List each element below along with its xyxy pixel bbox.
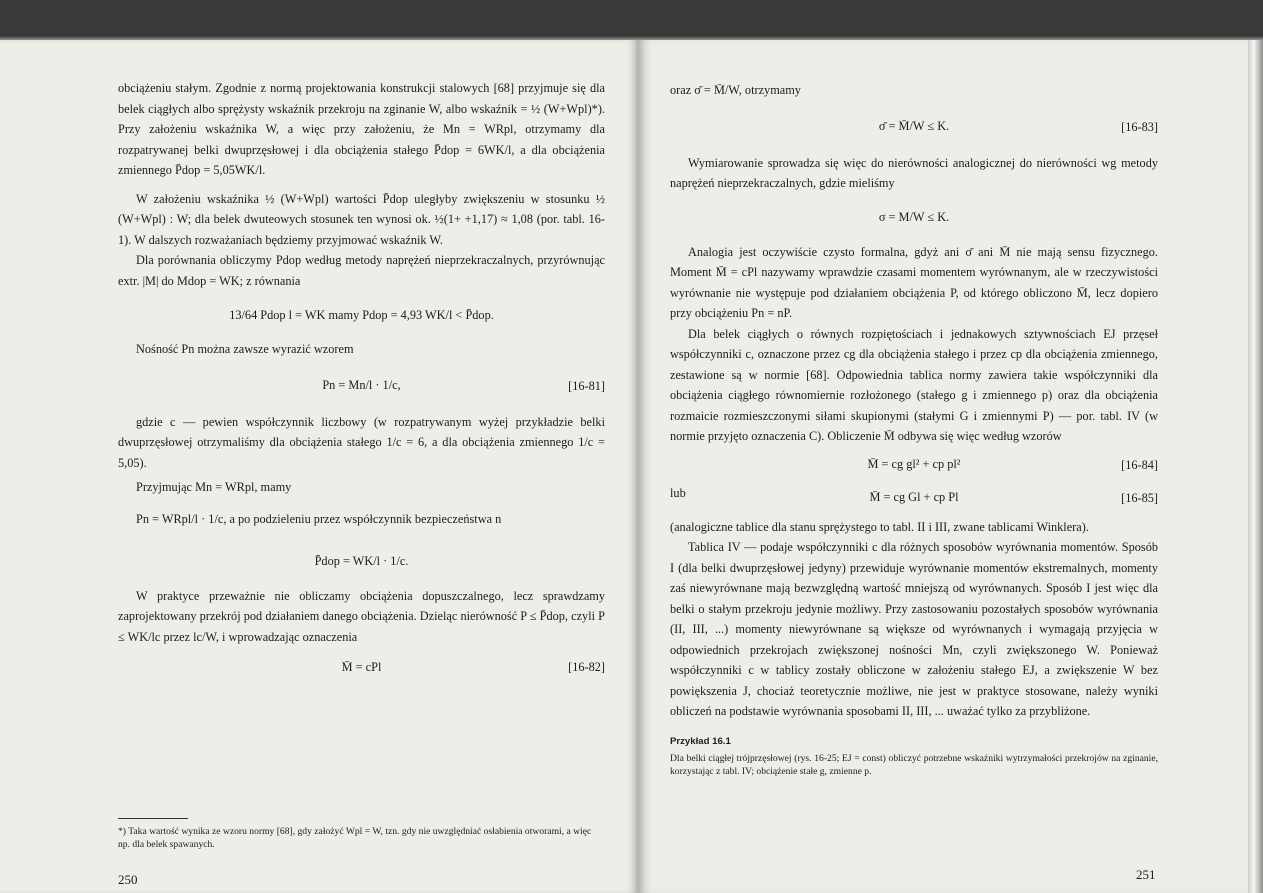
equation-pdop <box>118 542 605 582</box>
page-number-left: 250 <box>118 872 138 887</box>
left-paragraph-5: gdzie c — pewien współczynnik liczbowy (w rozpatrywanym wyżej przykładzie belki dwuprzęsłowej otrzymaliśmy dla obciążenia stałego 1/c = 6, a dla obciążenia zmiennego 1/c = 5,05). <box>118 414 605 470</box>
equation-16-85 <box>670 483 1158 513</box>
equation-16-81 <box>118 364 605 408</box>
equation-pdop-compare <box>118 295 605 335</box>
equation-text: P̄dop = WK/l · 1/c. <box>314 554 409 569</box>
equation-text: σ̄ = M̄/W ≤ K. <box>878 119 950 134</box>
left-page <box>0 40 638 893</box>
book-page-edge <box>1248 40 1263 893</box>
equation-sigma <box>670 198 1158 238</box>
equation-pn <box>118 502 605 538</box>
left-paragraph-2: W założeniu wskaźnika ½ (W+Wpl) wartości P̄dop uległyby zwiększeniu w stosunku ½ (W+Wpl) : W; dla belek dwuteowych stosunek ten wynosi ok. ½(1+ +1,17) ≈ 1,08 (por. tabl. 16-1). W dalszych rozważaniach będziemy przyjmować wskaźnik W. <box>118 191 605 247</box>
example-text: Dla belki ciągłej trójprzęsłowej (rys. 16-25; EJ = const) obliczyć potrzebne wskaźniki wytrzymałości przekrojów na zginanie, korzystając z tabl. IV; obciążenie stałe g, zmienne p. <box>670 753 1158 777</box>
right-paragraph-4: Dla belek ciągłych o równych rozpiętościach i jednakowych sztywnościach EJ przęseł współczynniki c, oznaczone przez cg dla obciążenia stałego i przez cp dla obciążenia zmiennego, zestawione są w normie [68]. Odpowiednia tablica normy zawiera takie współczynniki dla obciążenia ciągłego równomiernie rozłożonego (stałego g i zmiennego p) oraz dla obciążenia rozmaicie rozmieszczonymi siłami skupionymi (stałymi G i zmiennymi P) — por. tabl. IV (w normie przyjęto oznaczenia C). Obliczenie M̄ odbywa się więc według wzorów <box>670 326 1158 443</box>
left-paragraph-6: Przyjmując Mn = WRpl, mamy <box>136 480 292 494</box>
example-title: Przykład 16.1 <box>670 735 731 747</box>
equation-text: 13/64 Pdop l = WK mamy Pdop = 4,93 WK/l < P̄dop. <box>229 307 494 322</box>
lub-label: lub <box>670 485 686 500</box>
equation-number: [16-82] <box>568 659 605 674</box>
right-paragraph-2: Wymiarowanie sprowadza się więc do nierówności analogicznej do nierówności wg metody naprężeń nieprzekraczalnych, gdzie mieliśmy <box>670 155 1158 190</box>
footnote: *) Taka wartość wynika ze wzoru normy [68], gdy założyć Wpl = W, tzn. gdy nie uwzględniać osłabienia otworami, a więc np. dla belek spawanych. <box>118 826 592 850</box>
equation-text: M̄ = cg gl² + cp pl² <box>867 457 961 472</box>
equation-text: M̄ = cPl <box>341 659 382 674</box>
right-paragraph-1: oraz σ̄ = M̄/W, otrzymamy <box>670 83 801 97</box>
equation-16-83 <box>670 105 1158 149</box>
equation-16-82 <box>118 651 605 683</box>
left-paragraph-7: W praktyce przeważnie nie obliczamy obciążenia dopuszczalnego, lecz sprawdzamy zaprojektowany przekrój pod działaniem danego obciążenia. Dzieląc nierówność P ≤ P̄dop, czyli P ≤ WK/lc przez lc/W, i wprowadzając oznaczenia <box>118 588 605 644</box>
left-paragraph-1: obciążeniu stałym. Zgodnie z normą projektowania konstrukcji stalowych [68] przyjmuje się dla belek ciągłych albo sprężysty wskaźnik przekroju na zginanie W, albo wskaźnik = ½ (W+Wpl)*). Przy założeniu wskaźnika W, a więc przy założeniu, że Mn = WRpl, otrzymamy dla rozpatrywanej belki dwuprzęsłowej i dla obciążenia stałego P̄dop = 6WK/l, a dla obciążenia zmiennego P̄dop = 5,05WK/l. <box>118 81 605 177</box>
right-page <box>640 40 1248 893</box>
left-text-block <box>118 78 605 687</box>
equation-number: [16-81] <box>568 378 605 393</box>
right-paragraph-5: (analogiczne tablice dla stanu sprężystego to tabl. II i III, zwane tablicami Winklera). <box>670 519 1089 534</box>
equation-text: M̄ = cg Gl + cp Pl <box>869 490 959 505</box>
footnote-rule <box>118 818 188 819</box>
right-paragraph-3: Analogia jest oczywiście czysto formalna, gdyż ani σ̄ ani M̄ nie mają sensu fizycznego. Moment M̄ = cPl nazywamy wprawdzie czasami momentem wyrównanym, ale w rzeczywistości wyrównanie nie występuje pod działaniem obciążenia P, od którego obliczono M̄, lecz dopiero przy obciążeniu Pn = nP. <box>670 244 1158 320</box>
right-text-block <box>670 80 1158 778</box>
left-paragraph-3: Dla porównania obliczymy Pdop według metody naprężeń nieprzekraczalnych, przyrównując extr. |M| do Mdop = WK; z równania <box>118 253 605 288</box>
equation-number: [16-85] <box>1121 490 1158 505</box>
equation-number: [16-83] <box>1121 119 1158 134</box>
equation-text: Pn = Mn/l · 1/c, <box>322 378 401 393</box>
left-paragraph-4: Nośność Pn można zawsze wyrazić wzorem <box>136 342 354 356</box>
right-paragraph-6: Tablica IV — podaje współczynniki c dla różnych sposobów wyrównania momentów. Sposób I (dla belki dwuprzęsłowej jedyny) przewiduje wyrównanie momentów ekstremalnych, momenty zaś niewyrównane mają bezwzględną wartość mniejszą od wyrównanych. Sposób I jest więc dla belki o stałym przekroju jedynie możliwy. Przy zastosowaniu pozostałych sposobów wyrównania (II, III, ...) momenty niewyrównane są większe od wyrównanych i wymagają przyjęcia w odpowiednich przekrojach zwiększonej nośności Mn, czyli zwiększonego W. Ponieważ współczynniki c w tablicy zostały obliczone w założeniu stałego EJ, a zwiększenie W bez powiększenia J, chociaż teoretycznie możliwe, nie jest w praktyce stosowane, należy wyniki obliczeń na podstawie wyrównania sposobami II, III, ... uważać tylko za przybliżone. <box>670 540 1158 718</box>
page-number-right: 251 <box>1136 867 1156 882</box>
equation-text: Pn = WRpl/l · 1/c, a po podzieleniu przez współczynnik bezpieczeństwa n <box>136 512 502 527</box>
equation-16-84 <box>670 451 1158 479</box>
equation-text: σ = M/W ≤ K. <box>878 210 950 225</box>
equation-number: [16-84] <box>1121 457 1158 472</box>
